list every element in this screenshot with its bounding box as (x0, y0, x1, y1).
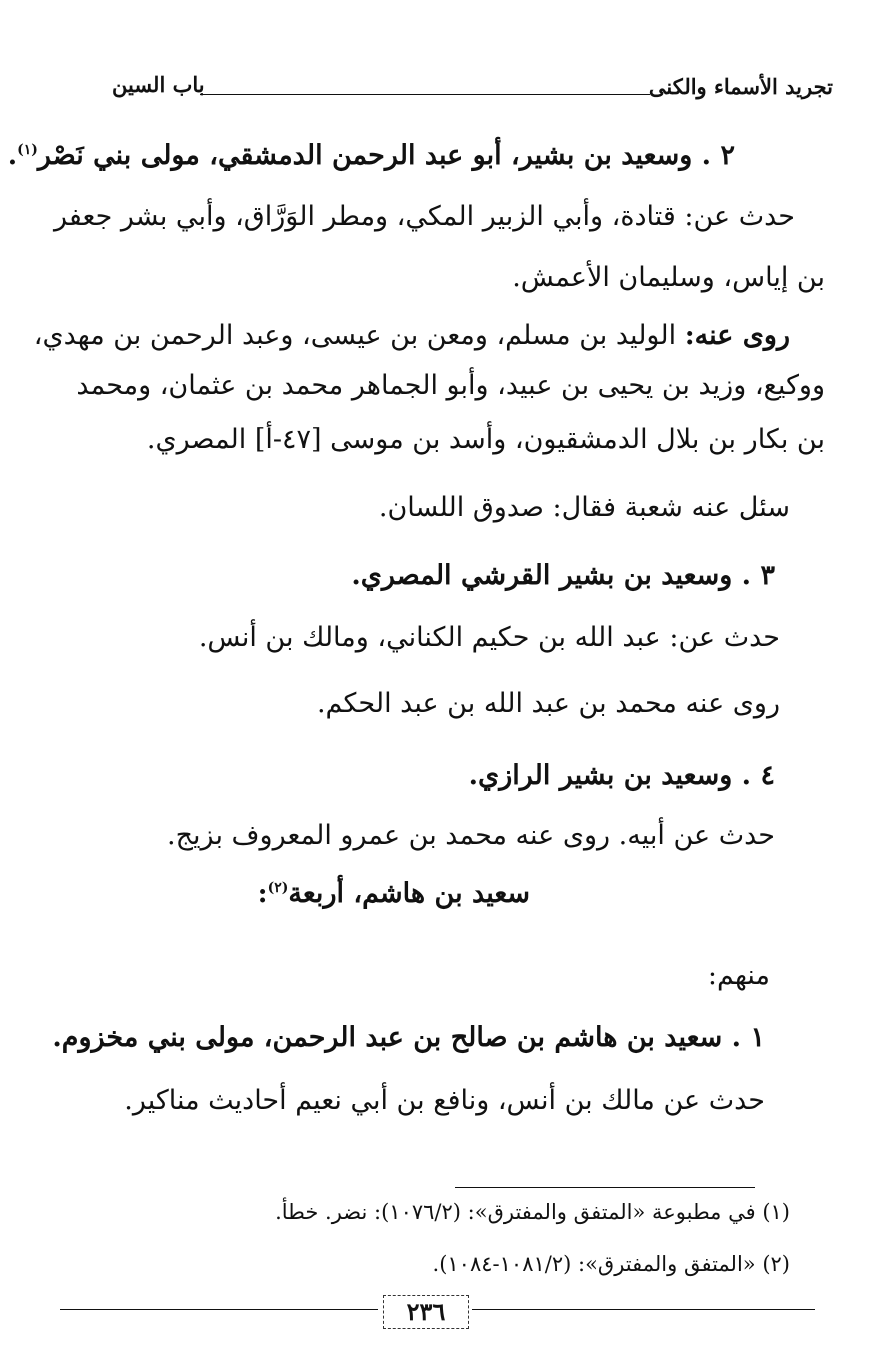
entry-2-title-end: . (7, 140, 18, 171)
footnote-rule (455, 1187, 755, 1188)
running-header-title: تجريد الأسماء والكنى (648, 74, 833, 99)
page-number: ٢٣٦ (383, 1295, 469, 1329)
entry-2-title-text: ٢ . وسعيد بن بشير، أبو عبد الرحمن الدمشقي، مولى بني نَصْر (37, 140, 735, 171)
entry-4-hadath: حدث عن أبيه. روى عنه محمد بن عمرو المعروف بزيج. (167, 820, 775, 851)
footnote-ref-2: (٢) (267, 880, 289, 896)
section-heading-text: سعيد بن هاشم، أربعة (288, 878, 530, 909)
hashim-entry-1-title: ١ . سعيد بن هاشم بن صالح بن عبد الرحمن، مولى بني مخزوم. (52, 1022, 765, 1053)
entry-3-rawa: روى عنه محمد بن عبد الله بن عبد الحكم. (316, 688, 780, 719)
entry-2-hadath-line-2: بن إياس، وسليمان الأعمش. (512, 262, 825, 293)
entry-2-rawa-line-3: بن بكار بن بلال الدمشقيون، وأسد بن موسى [٤٧-أ] المصري. (146, 424, 825, 455)
entry-2-rawa-line-2: ووكيع، وزيد بن يحيى بن عبيد، وأبو الجماهر محمد بن عثمان، ومحمد (76, 370, 825, 401)
entry-4-title: ٤ . وسعيد بن بشير الرازي. (468, 760, 775, 791)
section-heading-end: : (257, 878, 268, 909)
footnote-ref-1: (١) (17, 142, 38, 158)
footnote-2: (٢) «المتفق والمفترق»: (١٠٨١/٢-١٠٨٤). (432, 1252, 790, 1276)
entry-3-title: ٣ . وسعيد بن بشير القرشي المصري. (351, 560, 775, 591)
header-rule (200, 94, 650, 95)
section-heading (258, 878, 530, 909)
hashim-entry-1-hadath: حدث عن مالك بن أنس، ونافع بن أبي نعيم أحاديث مناكير. (124, 1085, 765, 1116)
entry-2-rawa-text: الوليد بن مسلم، ومعن بن عيسى، وعبد الرحمن بن مهدي، (33, 320, 677, 351)
bottom-rule-left (60, 1309, 378, 1310)
bottom-rule-right (472, 1309, 815, 1310)
running-header-chapter: باب السين (112, 72, 205, 97)
footnote-1: (١) في مطبوعة «المتفق والمفترق»: (١٠٧٦/٢): نضر. خطأ. (275, 1200, 790, 1224)
entry-2-rawa-label: روى عنه: (684, 320, 790, 351)
entry-2-hadath-line-1: حدث عن: قتادة، وأبي الزبير المكي، ومطر الوَرَّاق، وأبي بشر جعفر (54, 201, 795, 232)
entry-2-title (8, 140, 735, 171)
entry-2-suil: سئل عنه شعبة فقال: صدوق اللسان. (378, 492, 790, 523)
entry-3-hadath: حدث عن: عبد الله بن حكيم الكناني، ومالك بن أنس. (198, 622, 780, 653)
minhum-label: منهم: (707, 960, 770, 991)
entry-2-rawa-line-1 (34, 320, 790, 351)
